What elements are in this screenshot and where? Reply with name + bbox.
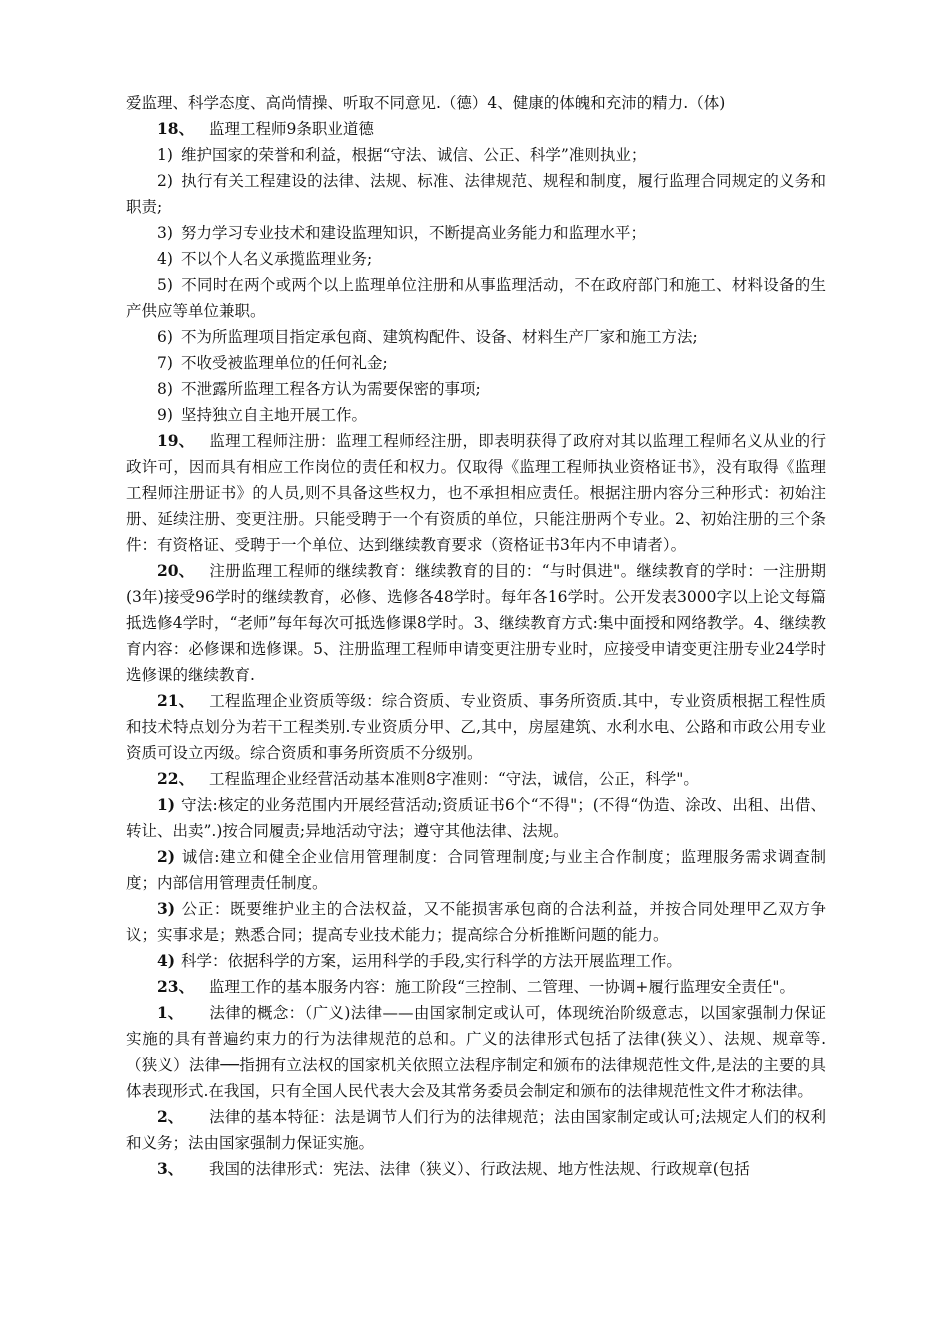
list-item <box>126 142 826 168</box>
paragraph-law-1 <box>126 1000 826 1104</box>
list-item <box>126 272 826 324</box>
paragraph-text: 努力学习专业技术和建设监理知识，不断提高业务能力和监理水平； <box>181 224 647 242</box>
paragraph-text: 不以个人名义承揽监理业务; <box>181 250 373 268</box>
paragraph-text: 维护国家的荣誉和利益，根据“守法、诚信、公正、科学”准则执业； <box>181 146 647 164</box>
list-item <box>126 948 826 974</box>
section-number: 2、 <box>157 1107 184 1126</box>
section-number: 18、 <box>157 119 195 138</box>
paragraph-text: 不收受被监理单位的任何礼金; <box>181 354 388 372</box>
paragraph-text: 监理工程师注册：监理工程师经注册，即表明获得了政府对其以监理工程师名义从业的行政许可，因而具有相应工作岗位的责任和权力。仅取得《监理工程师执业资格证书》，没有取得《监理工程师注册证书》的人员,则不具备这些权力，也不承担相应责任。根据注册内容分三种形式：初始注册、延续注册、变更注册。只能受聘于一个有资质的单位，只能注册两个专业。2、初始注册的三个条件：有资格证、受聘于一个单位、达到继续教育要求（资格证书3年内不申请者）。 <box>126 432 826 554</box>
item-number: 3) <box>157 899 176 918</box>
item-number: 3) <box>157 224 173 242</box>
paragraph-text: 不泄露所监理工程各方认为需要保密的事项; <box>181 380 481 398</box>
item-number: 8) <box>157 380 173 398</box>
paragraph-text: 不为所监理项目指定承包商、建筑构配件、设备、材料生产厂家和施工方法; <box>181 328 698 346</box>
paragraph-text: 法律的概念：（广义)法律——由国家制定或认可，体现统治阶级意志，以国家强制力保证实施的具有普遍约束力的行为法律规范的总和。广义的法律形式包括了法律(狭义）、法规、规章等.（狭义）法律──指拥有立法权的国家机关依照立法程序制定和颁布的法律规范性文件,是法的主要的具体表现形式.在我国，只有全国人民代表大会及其常务委员会制定和颁布的法律规范性文件才称法律。 <box>126 1004 826 1100</box>
paragraph-text: 监理工作的基本服务内容：施工阶段“三控制、二管理、一协调+履行监理安全责任"。 <box>209 978 796 996</box>
list-item <box>126 792 826 844</box>
paragraph-text: 工程监理企业资质等级：综合资质、专业资质、事务所资质.其中，专业资质根据工程性质和技术特点划分为若干工程类别.专业资质分甲、乙,其中，房屋建筑、水利水电、公路和市政公用专业资质可设立丙级。综合资质和事务所资质不分级别。 <box>126 692 826 762</box>
item-number: 6) <box>157 328 173 346</box>
item-number: 1) <box>157 795 176 814</box>
paragraph-text: 我国的法律形式：宪法、法律（狭义）、行政法规、地方性法规、行政规章(包括 <box>209 1160 750 1178</box>
paragraph-text: 工程监理企业经营活动基本准则8字准则：“守法，诚信，公正，科学"。 <box>209 770 699 788</box>
item-number: 9) <box>157 406 173 424</box>
item-number: 1) <box>157 146 173 164</box>
list-item <box>126 896 826 948</box>
list-item <box>126 168 826 220</box>
paragraph-intro <box>126 90 826 116</box>
list-item <box>126 376 826 402</box>
section-number: 20、 <box>157 561 195 580</box>
document-page <box>126 90 826 1182</box>
paragraph-23 <box>126 974 826 1000</box>
section-number: 1、 <box>157 1003 184 1022</box>
item-number: 2) <box>157 847 176 866</box>
item-number: 2) <box>157 172 173 190</box>
section-number: 22、 <box>157 769 195 788</box>
paragraph-text: 公正：既要维护业主的合法权益，又不能损害承包商的合法利益，并按合同处理甲乙双方争议；实事求是；熟悉合同；提高专业技术能力；提高综合分析推断问题的能力。 <box>126 900 826 944</box>
item-number: 5) <box>157 276 173 294</box>
paragraph-text: 注册监理工程师的继续教育：继续教育的目的：“与时俱进"。继续教育的学时：一注册期(3年)接受96学时的继续教育，必修、选修各48学时。每年各16学时。公开发表3000字以上论文每篇抵选修4学时，“老师”每年每次可抵选修课8学时。3、继续教育方式:集中面授和网络教学。4、继续教育内容：必修课和选修课。5、注册监理工程师申请变更注册专业时，应接受申请变更注册专业24学时选修课的继续教育. <box>126 562 826 684</box>
item-number: 7) <box>157 354 173 372</box>
section-number: 3、 <box>157 1159 184 1178</box>
paragraph-text: 爱监理、科学态度、高尚情操、听取不同意见.（德）4、健康的体魄和充沛的精力.（体) <box>126 94 726 112</box>
section-number: 23、 <box>157 977 195 996</box>
paragraph-law-3 <box>126 1156 826 1182</box>
paragraph-text: 执行有关工程建设的法律、法规、标准、法律规范、规程和制度，履行监理合同规定的义务和职责; <box>126 172 826 216</box>
item-number: 4) <box>157 951 176 970</box>
paragraph-text: 不同时在两个或两个以上监理单位注册和从事监理活动，不在政府部门和施工、材料设备的生产供应等单位兼职。 <box>126 276 826 320</box>
section-number: 19、 <box>157 431 195 450</box>
paragraph-text: 法律的基本特征：法是调节人们行为的法律规范；法由国家制定或认可;法规定人们的权利和义务；法由国家强制力保证实施。 <box>126 1108 826 1152</box>
paragraph-text: 诚信:建立和健全企业信用管理制度：合同管理制度;与业主合作制度；监理服务需求调查制度；内部信用管理责任制度。 <box>126 848 826 892</box>
paragraph-19 <box>126 428 826 558</box>
list-item <box>126 402 826 428</box>
list-item <box>126 324 826 350</box>
paragraph-22 <box>126 766 826 792</box>
paragraph-text: 守法:核定的业务范围内开展经营活动;资质证书6个“不得"；(不得“伪造、涂改、出租、出借、转让、出卖”.)按合同履责;异地活动守法；遵守其他法律、法规。 <box>126 796 826 840</box>
list-item <box>126 246 826 272</box>
list-item <box>126 350 826 376</box>
paragraph-law-2 <box>126 1104 826 1156</box>
paragraph-text: 监理工程师9条职业道德 <box>209 120 374 138</box>
list-item <box>126 220 826 246</box>
paragraph-20 <box>126 558 826 688</box>
paragraph-text: 坚持独立自主地开展工作。 <box>181 406 368 424</box>
paragraph-18 <box>126 116 826 142</box>
paragraph-text: 科学：依据科学的方案，运用科学的手段,实行科学的方法开展监理工作。 <box>181 952 682 970</box>
list-item <box>126 844 826 896</box>
item-number: 4) <box>157 250 173 268</box>
section-number: 21、 <box>157 691 195 710</box>
paragraph-21 <box>126 688 826 766</box>
